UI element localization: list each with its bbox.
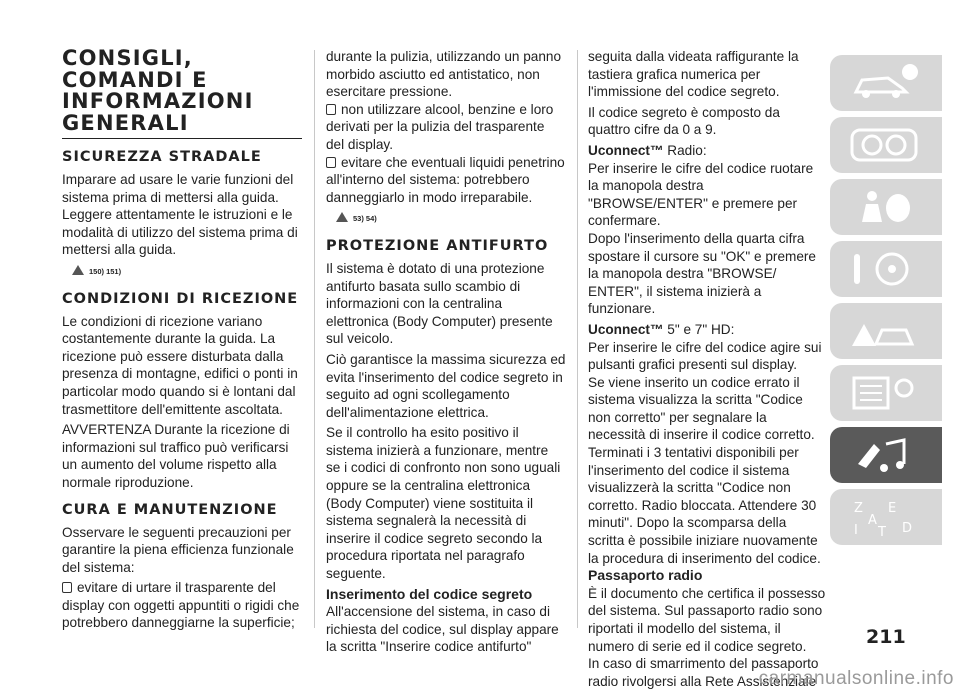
alphabetical-index-icon	[848, 496, 924, 538]
paragraph: Se viene inserito un codice errato il sistema visualizza la scritta "Codice non corretto" per segnalare la necessità di inserire il codice corretto.	[588, 374, 815, 443]
paragraph: durante la pulizia, utilizzando un panno morbido asciutto ed antistatico, non esercitare pressione.	[326, 49, 562, 100]
airbag-safety-icon	[848, 186, 924, 228]
paragraph: Se il controllo ha esito positivo il sistema inizierà a funzionare, mentre se i codici di confronto non sono uguali oppure se la centralina elettronica (Body Computer) viene sostituita il sistema segnalerà la necessità di inserire il codice segreto secondo la procedura riportata nel paragrafo seguente.	[326, 425, 561, 582]
note-refs: 150) 151)	[89, 266, 122, 276]
maintenance-checklist-icon	[848, 372, 924, 414]
warning-car-icon	[848, 310, 924, 352]
tab-multimedia[interactable]	[830, 427, 942, 483]
column-1	[62, 48, 302, 632]
svg-text:Z: Z	[854, 501, 863, 516]
paragraph: Il sistema è dotato di una protezione antifurto basata sullo scambio di informazioni con la centralina elettronica (Body Computer) presente sul veicolo.	[326, 260, 553, 347]
uconnect-variant: 5" e 7" HD:	[663, 321, 735, 337]
paragraph: AVVERTENZA Durante la ricezione di informazioni sul traffico può verificarsi un aumento del volume rispetto alla normale riproduzione.	[62, 422, 290, 490]
bullet-item	[62, 579, 302, 632]
section-title: CURA E MANUTENZIONE	[62, 501, 278, 518]
uconnect-label: Uconnect™	[588, 321, 664, 337]
paragraph: È il documento che certifica il possesso del sistema. Sul passaporto radio sono riportati il modello del sistema, il numero di serie ed il codice segreto.	[588, 585, 826, 654]
section-title: SICUREZZA STRADALE	[62, 149, 262, 165]
svg-text:I: I	[854, 523, 858, 538]
uconnect-hd-heading	[588, 321, 826, 339]
warning-icon	[72, 265, 84, 275]
car-info-icon	[848, 62, 924, 104]
bullet-text: evitare di urtare il trasparente del display con oggetti appuntiti o rigidi che potrebbero danneggiarne la superficie;	[62, 580, 300, 631]
svg-text:T: T	[878, 525, 886, 538]
uconnect-label: Uconnect™	[588, 142, 664, 158]
warning-note	[72, 263, 302, 281]
paragraph: Ciò garantisce la massima sicurezza ed evita l'inserimento del codice segreto in seguito ad ogni scollegamento dell'alimentazione elettrica.	[326, 351, 566, 420]
paragraph: Dopo l'inserimento della quarta cifra spostare il cursore su "OK" e premere la manopola destra "BROWSE/ ENTER", il sistema inizierà a funzionare.	[588, 230, 816, 317]
paragraph: Per inserire le cifre del codice agire sui pulsanti grafici presenti sul display.	[588, 339, 822, 373]
chapter-tabs	[830, 55, 942, 551]
svg-text:E: E	[888, 501, 897, 516]
paragraph: Imparare ad usare le varie funzioni del sistema prima di mettersi alla guida. Leggere attentamente le istruzioni e le modalità di utilizzo del sistema prima di mettersi alla guida.	[62, 172, 298, 258]
tab-dashboard[interactable]	[830, 117, 942, 173]
bullet-item	[326, 154, 566, 207]
tab-car-info[interactable]	[830, 55, 942, 111]
key-steering-icon	[848, 248, 924, 290]
tab-start-drive[interactable]	[830, 241, 942, 297]
chapter-title: CONSIGLI, COMANDI E INFORMAZIONI GENERALI	[62, 48, 302, 139]
uconnect-radio-heading	[588, 142, 826, 160]
warning-note	[336, 210, 566, 228]
bullet-box-icon	[62, 582, 72, 593]
section-title: CONDIZIONI DI RICEZIONE	[62, 290, 299, 307]
paragraph: Osservare le seguenti precauzioni per garantire la piena efficienza funzionale del sistema:	[62, 524, 294, 575]
tab-safety[interactable]	[830, 179, 942, 235]
page-number: 211	[866, 626, 906, 648]
column-divider	[314, 50, 315, 628]
paragraph: Il codice segreto è composto da quattro cifre da 0 a 9.	[588, 104, 780, 138]
note-refs: 53) 54)	[353, 214, 377, 224]
tab-index[interactable]	[830, 489, 942, 545]
bullet-box-icon	[326, 157, 336, 168]
multimedia-music-icon	[848, 434, 924, 476]
column-divider	[577, 50, 578, 628]
svg-text:A: A	[868, 513, 877, 528]
paragraph: Per inserire le cifre del codice ruotare la manopola destra "BROWSE/ENTER" e premere per confermare.	[588, 160, 814, 229]
warning-icon	[336, 212, 348, 222]
dashboard-gauges-icon	[848, 124, 924, 166]
bullet-item	[326, 101, 566, 154]
svg-text:D: D	[902, 521, 913, 536]
column-3	[588, 48, 826, 690]
bullet-box-icon	[326, 104, 336, 115]
paragraph: Le condizioni di ricezione variano costantemente durante la guida. La ricezione può essere disturbata dalla presenza di montagne, edifici o ponti in particolar modo quando si è lontani dal trasmettitore dell'emittente ascoltata.	[62, 313, 298, 417]
paragraph: In caso di smarrimento del passaporto radio rivolgersi alla Rete Assistenziale	[588, 656, 819, 689]
watermark: carmanualsonline.info	[758, 668, 954, 689]
paragraph: Terminati i 3 tentativi disponibili per l'inserimento del codice il sistema visualizzerà la scritta "Codice non corretto. Radio bloccata. Attendere 30 minuti". Dopo la scomparsa della scritta è possibile iniziare nuovamente la procedura di inserimento del codice.	[588, 445, 821, 566]
bullet-text: evitare che eventuali liquidi penetrino all'interno del sistema: potrebbero danneggiarlo in modo irreparabile.	[326, 154, 565, 205]
subsection-title: Passaporto radio	[588, 567, 703, 584]
uconnect-variant: Radio:	[663, 142, 707, 158]
paragraph: seguita dalla videata raffigurante la tastiera grafica numerica per l'immissione del codice segreto.	[588, 49, 799, 100]
column-2	[326, 48, 566, 659]
subsection-title: Inserimento del codice segreto	[326, 585, 533, 602]
tab-emergency[interactable]	[830, 303, 942, 359]
section-title: PROTEZIONE ANTIFURTO	[326, 237, 549, 254]
paragraph: All'accensione del sistema, in caso di richiesta del codice, sul display appare la scritta "Inserire codice antifurto"	[326, 604, 559, 655]
tab-maintenance[interactable]	[830, 365, 942, 421]
bullet-text: non utilizzare alcool, benzine e loro derivati per la pulizia del trasparente del display.	[326, 101, 554, 152]
